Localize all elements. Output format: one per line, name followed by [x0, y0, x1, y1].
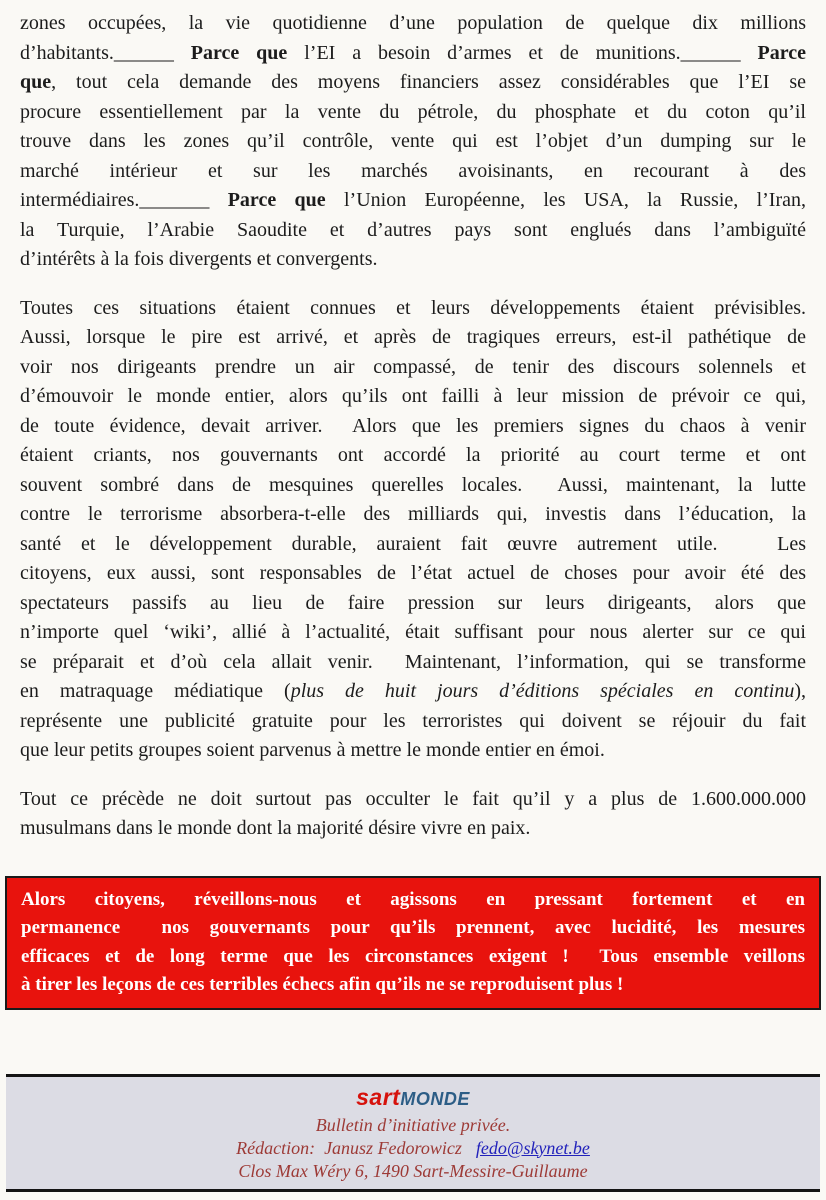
text-line: d’intérêts à la fois divergents et convergents.: [20, 248, 378, 270]
text-line: intermédiaires._______ Parce que l’Union Européenne, les USA, la Russie, l’Iran,: [20, 189, 807, 211]
text-line: santé et le développement durable, auraient fait œuvre autrement utile. Les: [20, 532, 806, 555]
text-line: d’émouvoir le monde entier, alors qu’ils ont failli à leur mission de prévoir ce qui,: [20, 385, 806, 407]
text-line: procure essentiellement par la vente du pétrole, du phosphate et du coton qu’il: [20, 100, 806, 123]
logo-sart-text: sart: [356, 1083, 401, 1110]
text-line: se préparait et d’où cela allait venir. Maintenant, l’information, qui se transforme: [20, 650, 806, 673]
text-line: souvent sombré dans de mesquines querelles locales. Aussi, maintenant, la lutte: [20, 473, 806, 496]
text-line: zones occupées, la vie quotidienne d’une population de quelque dix millions: [20, 12, 806, 34]
text-line: Aussi, lorsque le pire est arrivé, et après de tragiques erreurs, est-il pathétique de: [20, 326, 806, 348]
alert-banner: [5, 876, 821, 1010]
text-line: en matraquage médiatique (plus de huit jours d’éditions spéciales en continu),: [20, 680, 806, 702]
page-footer: [6, 1074, 820, 1192]
logo-monde-text: MONDE: [400, 1088, 470, 1109]
paragraph-3: [20, 785, 806, 844]
text-line: citoyens, eux aussi, sont responsables de l’état actuel de choses pour avoir été des: [20, 562, 806, 584]
text-line: efficaces et de long terme que les circonstances exigent ! Tous ensemble veillons: [21, 945, 805, 967]
text-line: permanence nos gouvernants pour qu’ils prennent, avec lucidité, les mesures: [21, 917, 805, 938]
text-line: Tout ce précède ne doit surtout pas occulter le fait qu’il y a plus de 1.600.000.000: [20, 787, 806, 810]
text-line: à tirer les leçons de ces terribles échecs afin qu’ils ne se reproduisent plus !: [21, 974, 624, 995]
paragraph-1: [20, 9, 806, 275]
text-line: que, tout cela demande des moyens financiers assez considérables que l’EI se: [20, 71, 806, 93]
text-line: n’importe quel ‘wiki’, allié à l’actualité, était suffisant pour nous alerter sur ce qui: [20, 621, 806, 643]
bulletin-line: Bulletin d’initiative privée.: [315, 1114, 511, 1135]
text-line: de toute évidence, devait arriver. Alors que les premiers signes du chaos à venir: [20, 414, 806, 437]
text-line: Toutes ces situations étaient connues et leurs développements étaient prévisibles.: [20, 296, 806, 319]
text-line: trouve dans les zones qu’il contrôle, vente qui est l’objet d’un dumping sur le: [20, 130, 806, 152]
email-link[interactable]: fedo@skynet.be: [475, 1137, 590, 1158]
redaction-line: [16, 1137, 810, 1160]
paragraph-2: [20, 294, 806, 766]
text-line: spectateurs passifs au lieu de faire pression sur leurs dirigeants, alors que: [20, 591, 806, 614]
text-line: Alors citoyens, réveillons-nous et agissons en pressant fortement et en: [21, 888, 805, 910]
address-line: Clos Max Wéry 6, 1490 Sart-Messire-Guillaume: [238, 1160, 588, 1181]
text-line: d’habitants.______ Parce que l’EI a besoin d’armes et de munitions.______ Parce: [20, 41, 807, 64]
text-line: représente une publicité gratuite pour les terroristes qui doivent se réjouir du fait: [20, 709, 806, 732]
text-line: étaient criants, nos gouvernants ont accordé la priorité au court terme et ont: [20, 444, 806, 466]
text-line: musulmans dans le monde dont la majorité désire vivre en paix.: [20, 817, 531, 839]
alert-banner-text: [21, 886, 805, 1000]
text-line: marché intérieur et sur les marchés avoisinants, en recourant à des: [20, 159, 806, 182]
text-line: que leur petits groupes soient parvenus à mettre le monde entier en émoi.: [20, 739, 605, 761]
text-line: la Turquie, l’Arabie Saoudite et d’autres pays sont englués dans l’ambiguïté: [20, 218, 806, 241]
text-line: voir nos dirigeants prendre un air compassé, de tenir des discours solennels et: [20, 355, 806, 378]
redaction-label: Rédaction: Janusz Fedorowicz: [236, 1137, 462, 1158]
text-line: contre le terrorisme absorbera-t-elle des milliards qui, investis dans l’éducation, la: [20, 503, 806, 525]
sartmonde-logo: [16, 1084, 810, 1114]
